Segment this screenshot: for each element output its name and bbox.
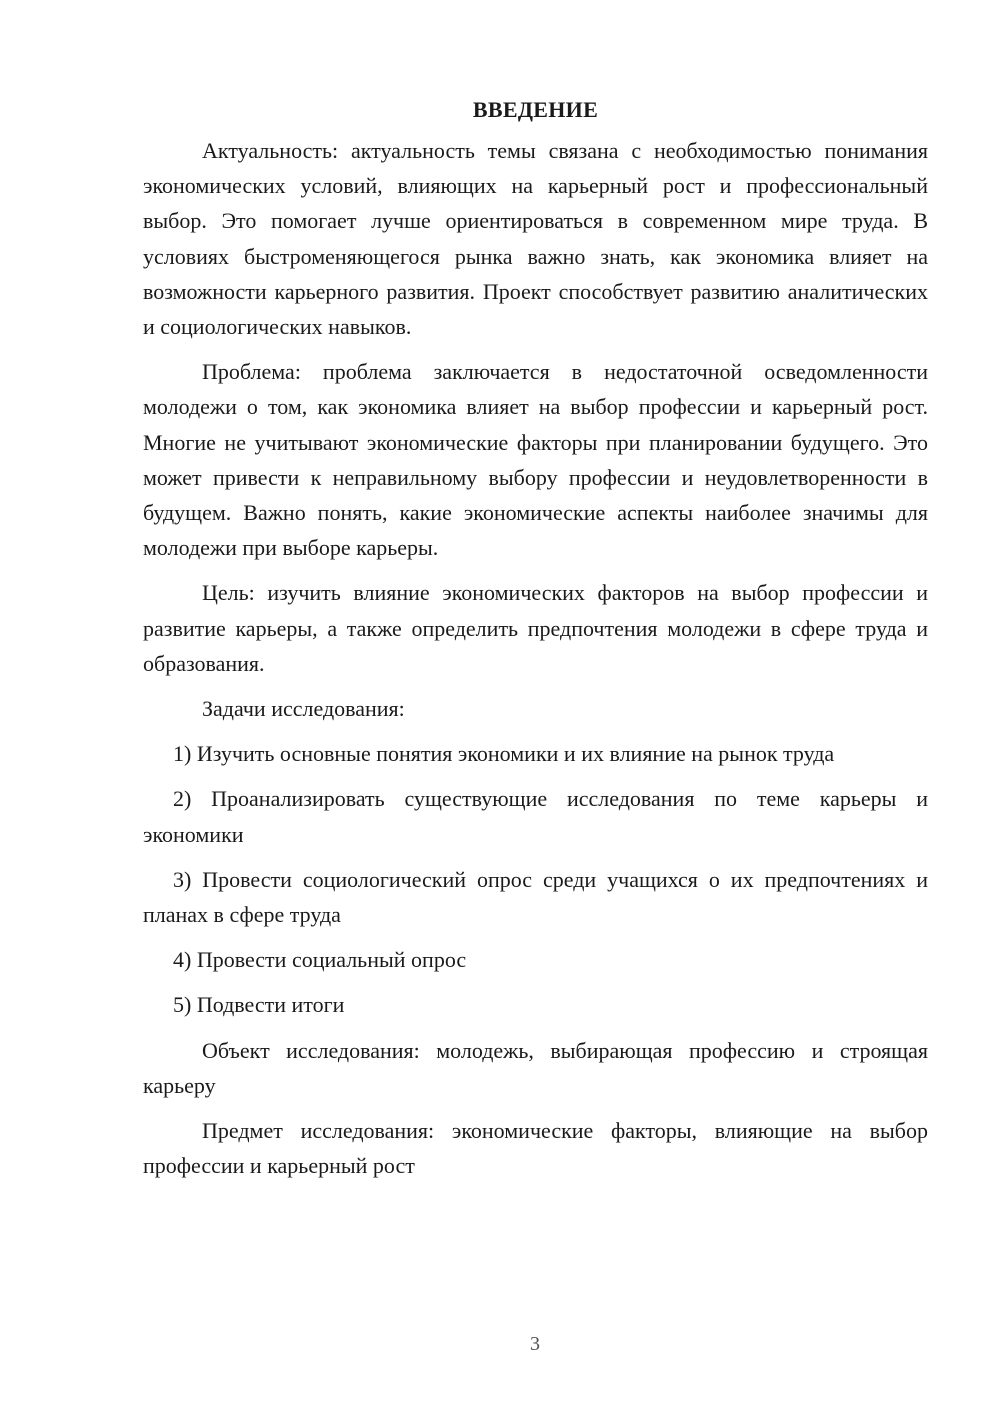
object-paragraph: Объект исследования: молодежь, выбирающая профессию и строящая карьеру [143,1037,928,1098]
page-title: ВВЕДЕНИЕ [472,97,599,122]
task-item-3: 3) Провести социологический опрос среди учащихся о их предпочтениях и планах в сфере труда [143,866,928,928]
page-number: 3 [530,1333,540,1355]
goal-paragraph: Цель: изучить влияние экономических факторов на выбор профессии и развитие карьеры, а также определить предпочтения молодежи в сфере труда и образования. [143,580,928,676]
subject-paragraph: Предмет исследования: экономические факторы, влияющие на выбор профессии и карьерный рост [143,1118,928,1179]
task-item-4: 4) Провести социальный опрос [173,947,467,973]
relevance-paragraph: Актуальность: актуальность темы связана с необходимостью понимания экономических условий, влияющих на карьерный рост и профессиональный выбор. Это помогает лучше ориентироваться в современном мире труда. В условиях быстроменяющегося рынка важно знать, как экономика влияет на возможности карьерного развития. Проект способствует развитию аналитических и социологических навыков. [143,138,928,340]
task-item-2: 2) Проанализировать существующие исследования по теме карьеры и экономики [143,786,928,847]
problem-paragraph: Проблема: проблема заключается в недостаточной осведомленности молодежи о том, как экономика влияет на выбор профессии и карьерный рост. Многие не учитывают экономические факторы при планировании будущего. Это может привести к неправильному выбору профессии и неудовлетворенности в будущем. Важно понять, какие экономические аспекты наиболее значимы для молодежи при выборе карьеры. [143,359,928,561]
task-item-5: 5) Подвести итоги [173,992,345,1018]
tasks-heading: Задачи исследования: [202,696,405,722]
task-item-1: 1) Изучить основные понятия экономики и их влияние на рынок труда [173,741,835,767]
document-page [143,92,928,1193]
